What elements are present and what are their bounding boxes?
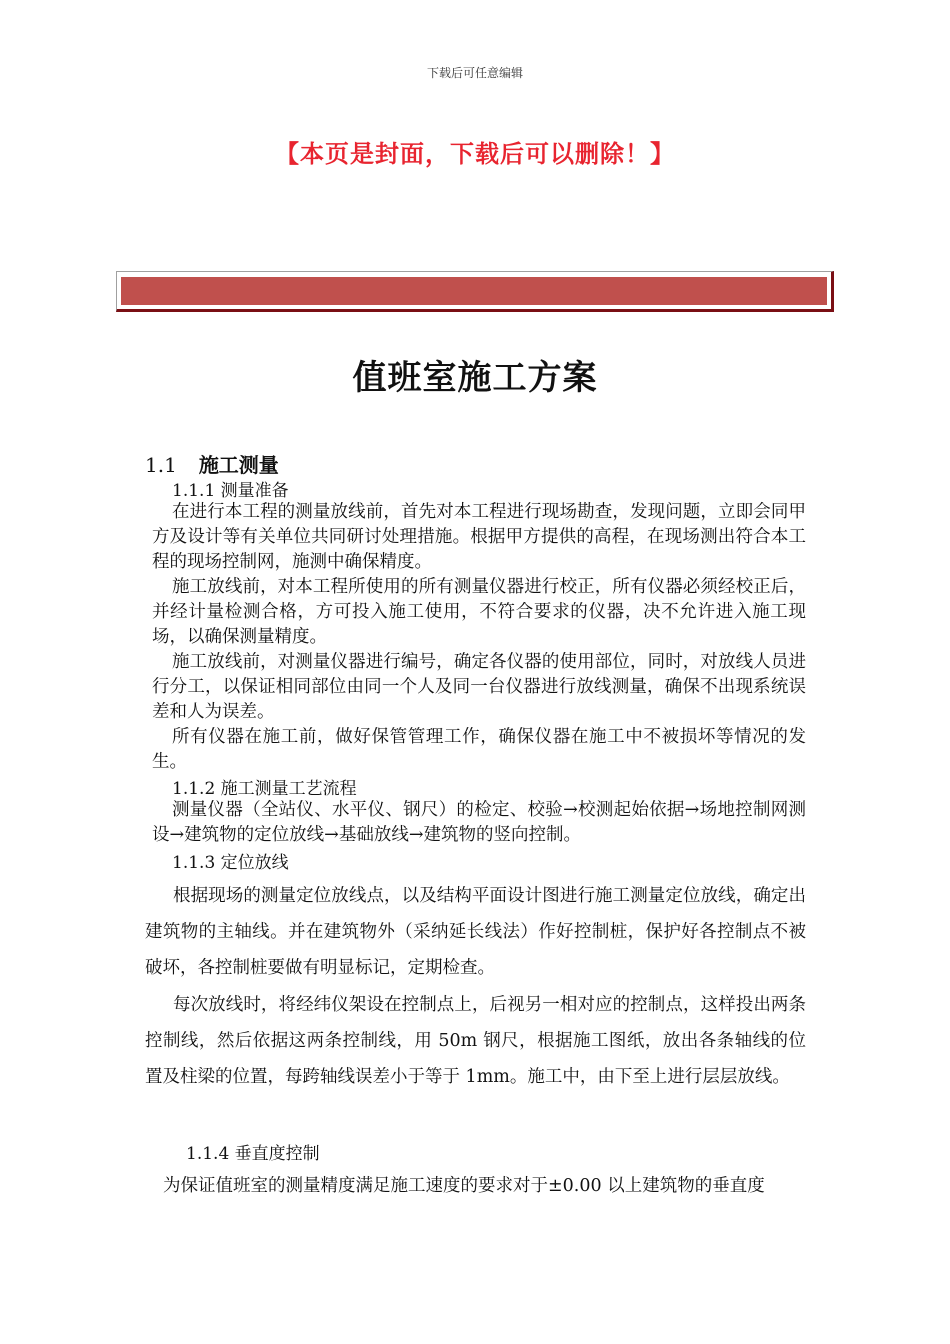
paragraph: 每次放线时，将经纬仪架设在控制点上，后视另一相对应的控制点，这样投出两条控制线，然后依据这两条控制线，用 50m 钢尺，根据施工图纸，放出各条轴线的位置及柱梁的位置，每跨轴线误差小于等于 1mm。施工中，由下至上进行层层放线。 xyxy=(145,995,806,1087)
paragraph: 为保证值班室的测量精度满足施工速度的要求对于±0.00 以上建筑物的垂直度 xyxy=(163,1176,765,1196)
paragraph: 所有仪器在施工前，做好保管管理工作，确保仪器在施工中不被损坏等情况的发生。 xyxy=(152,727,806,772)
subsection-heading: 1.1.2 施工测量工艺流程 xyxy=(172,779,357,799)
section-title: 施工测量 xyxy=(198,453,279,477)
section-number: 1.1 xyxy=(145,453,177,477)
subsection-heading: 1.1.1 测量准备 xyxy=(172,481,289,501)
document-title: 值班室施工方案 xyxy=(352,358,598,398)
subsection-heading: 1.1.4 垂直度控制 xyxy=(186,1144,320,1164)
section-heading xyxy=(145,449,279,478)
paragraph: 施工放线前，对本工程所使用的所有测量仪器进行校正，所有仪器必须经校正后，并经计量检测合格，方可投入施工使用，不符合要求的仪器，决不允许进入施工现场，以确保测量精度。 xyxy=(152,577,806,647)
subsection-heading: 1.1.3 定位放线 xyxy=(172,853,289,873)
paragraph: 施工放线前，对测量仪器进行编号，确定各仪器的使用部位，同时，对放线人员进行分工，以保证相同部位由同一个人及同一台仪器进行放线测量，确保不出现系统误差和人为误差。 xyxy=(152,652,806,722)
page-header: 下载后可任意编辑 xyxy=(426,66,523,80)
paragraph: 在进行本工程的测量放线前，首先对本工程进行现场勘查，发现问题，立即会同甲方及设计等有关单位共同研讨处理措施。根据甲方提供的高程，在现场测出符合本工程的现场控制网，施测中确保精度。 xyxy=(152,502,806,572)
paragraph: 根据现场的测量定位放线点，以及结构平面设计图进行施工测量定位放线，确定出建筑物的主轴线。并在建筑物外（采纳延长线法）作好控制桩，保护好各控制点不被破坏，各控制桩要做有明显标记，定期检查。 xyxy=(145,886,806,978)
paragraph: 测量仪器（全站仪、水平仪、钢尺）的检定、校验→校测起始依据→场地控制网测设→建筑物的定位放线→基础放线→建筑物的竖向控制。 xyxy=(152,800,806,845)
title-banner xyxy=(116,271,834,312)
title-banner-bar xyxy=(121,277,827,305)
cover-note: 【本页是封面，下载后可以删除！】 xyxy=(275,139,675,168)
